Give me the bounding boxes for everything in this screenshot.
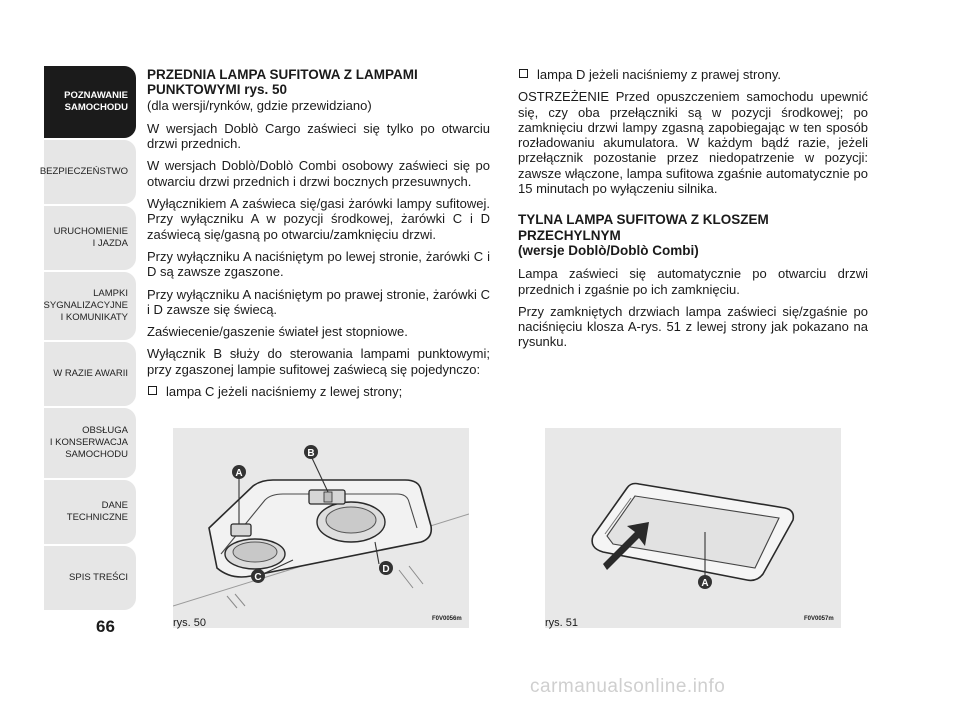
- callout-d: [379, 561, 393, 575]
- callout-layer: [545, 428, 841, 628]
- tab-label: URUCHOMIENIE I JAZDA: [53, 226, 128, 249]
- section-subheading: (wersje Doblò/Doblò Combi): [518, 242, 699, 258]
- svg-text:A: A: [701, 578, 709, 589]
- section-subheading: (dla wersji/rynków, gdzie przewidziano): [147, 97, 372, 113]
- right-column: [518, 67, 868, 357]
- tab-spis-tresci[interactable]: [44, 546, 136, 610]
- paragraph: Lampa zaświeci się automatycznie po otwarciu drzwi przednich i zgaśnie po ich zamknięciu.: [518, 266, 868, 297]
- callout-c: [251, 569, 265, 583]
- list-item: [518, 67, 868, 82]
- figure-rear-ceiling-lamp: [545, 428, 841, 628]
- checkbox-bullet-icon: [148, 386, 157, 395]
- callout-a: [698, 575, 712, 589]
- figure-caption: rys. 51: [545, 617, 579, 629]
- paragraph: Przy wyłączniku A naciśniętym po prawej stronie, żarówki C i D zawsze się świecą.: [147, 286, 490, 317]
- figure-code: F0V0057m: [804, 616, 834, 622]
- tab-label: W RAZIE AWARII: [53, 368, 128, 379]
- svg-text:C: C: [254, 572, 262, 583]
- section-heading: PRZECHYLNYM: [518, 227, 621, 243]
- paragraph: Wyłącznikiem A zaświeca się/gasi żarówki lampy sufitowej. Przy wyłączniku A w pozycji środkowej, żarówki C i D zaświecą się/gasną po otwarciu/zamknięciu drzwi.: [147, 196, 490, 242]
- paragraph: Wyłącznik B służy do sterowania lampami punktowymi; przy zgaszonej lampie sufitowej zaświecą się pojedynczo:: [147, 346, 490, 377]
- svg-text:A: A: [235, 468, 243, 479]
- tab-uruchomienie-i-jazda[interactable]: [44, 206, 136, 270]
- figure-code: F0V0056m: [432, 616, 462, 622]
- svg-text:D: D: [382, 564, 390, 575]
- tab-lampki-sygnalizacyjne[interactable]: [44, 272, 136, 340]
- paragraph: W wersjach Doblò Cargo zaświeci się tylko po otwarciu drzwi przednich.: [147, 120, 490, 152]
- tab-label: LAMPKI SYGNALIZACYJNE I KOMUNIKATY: [43, 288, 128, 323]
- svg-text:B: B: [307, 448, 315, 459]
- tab-dane-techniczne[interactable]: [44, 480, 136, 544]
- paragraph: Zaświecenie/gaszenie świateł jest stopniowe.: [147, 324, 408, 340]
- page-number: 66: [96, 617, 115, 636]
- warning-paragraph: OSTRZEŻENIE Przed opuszczeniem samochodu upewnić się, czy oba przełączniki są w pozycji środkowej; po zamknięciu drzwi lampy zgasną zapobiegając w ten sposób rozładowaniu akumulatora. W każdym bądź razie, jeżeli przełącznik pozostanie przez niedopatrzenie w pozycji: zawsze włączone, lampa sufitowa zgaśnie automatycznie po 15 minutach po wyłączeniu silnika.: [518, 89, 868, 197]
- tab-label: SPIS TREŚCI: [69, 572, 128, 583]
- callout-layer: [173, 428, 469, 628]
- tab-poznawanie-samochodu[interactable]: [44, 66, 136, 138]
- paragraph: W wersjach Doblò/Doblò Combi osobowy zaświeci się po otwarciu drzwi przednich i drzwi bocznych przesuwnych.: [147, 158, 490, 189]
- paragraph: Przy zamkniętych drzwiach lampa zaświeci się/zgaśnie po naciśnięciu klosza A-rys. 51 z lewej strony jak pokazano na rysunku.: [518, 303, 868, 350]
- section-heading: PRZEDNIA LAMPA SUFITOWA Z LAMPAMI: [147, 67, 418, 82]
- callout-a: [232, 465, 246, 479]
- section-heading: PUNKTOWYMI rys. 50: [147, 82, 288, 98]
- list-item-text: lampa C jeżeli naciśniemy z lewej strony;: [166, 384, 403, 400]
- watermark: carmanualsonline.info: [530, 676, 726, 697]
- list-item: [147, 384, 490, 399]
- tab-obsluga-i-konserwacja[interactable]: [44, 408, 136, 478]
- callout-b: [304, 445, 318, 459]
- tab-w-razie-awarii[interactable]: [44, 342, 136, 406]
- tab-label: BEZPIECZEŃSTWO: [39, 166, 128, 177]
- list-item-text: lampa D jeżeli naciśniemy z prawej strony.: [537, 67, 781, 82]
- left-column: [147, 67, 490, 406]
- tab-label: POZNAWANIE SAMOCHODU: [64, 90, 128, 113]
- tab-label: OBSŁUGA I KONSERWACJA SAMOCHODU: [49, 425, 128, 460]
- figure-caption: rys. 50: [173, 617, 207, 629]
- figure-front-ceiling-lamp: [173, 428, 469, 628]
- tab-bezpieczenstwo[interactable]: [39, 140, 136, 204]
- section-heading: TYLNA LAMPA SUFITOWA Z KLOSZEM: [518, 212, 769, 228]
- paragraph: Przy wyłączniku A naciśniętym po lewej stronie, żarówki C i D są zawsze zgaszone.: [147, 248, 490, 280]
- tab-label: DANE TECHNICZNE: [66, 500, 128, 523]
- checkbox-bullet-icon: [519, 69, 528, 78]
